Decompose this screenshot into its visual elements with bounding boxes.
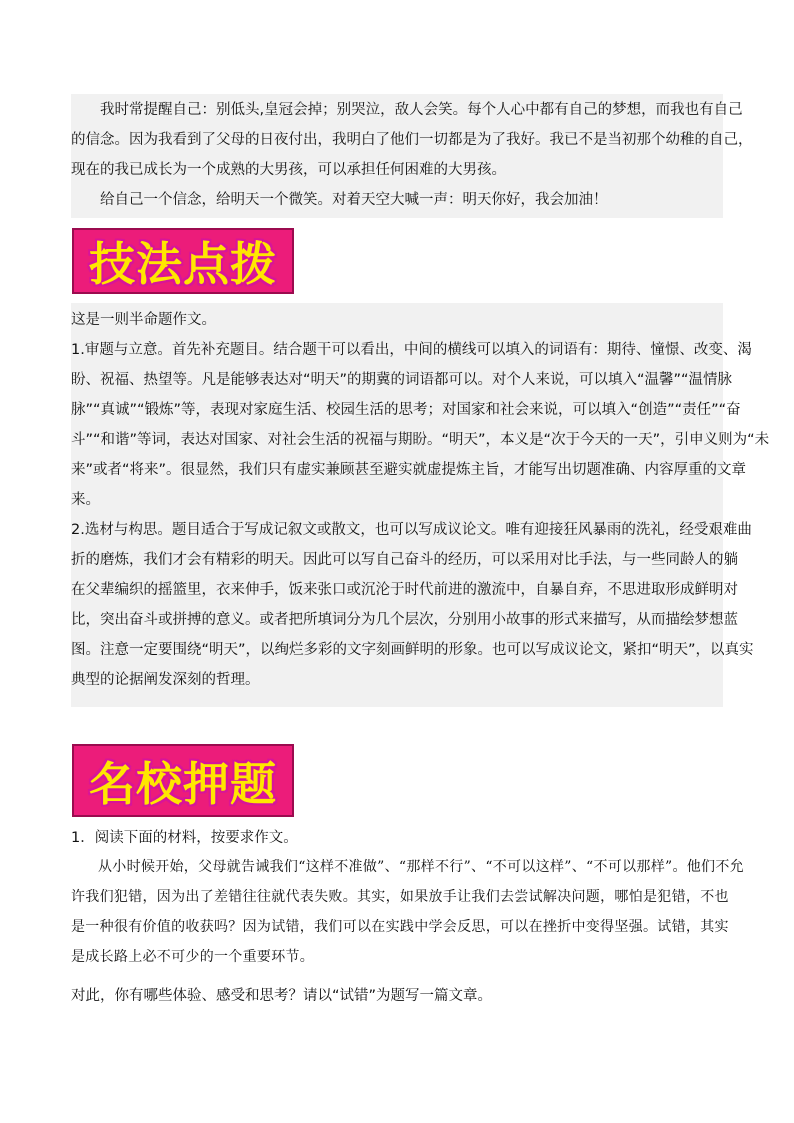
intro-line: 的信念。因为我看到了父母的日夜付出，我明白了他们一切都是为了我好。我已不是当初那个幼稚的自己， — [71, 132, 753, 148]
section-badge-skills — [72, 228, 294, 294]
intro-line: 给自己一个信念，给明天一个微笑。对着天空大喊一声：明天你好，我会加油！ — [100, 192, 608, 208]
skills-line: 盼、祝福、热望等。凡是能够表达对“明天”的期冀的词语都可以。对个人来说，可以填入“温馨”“温情脉 — [71, 372, 733, 388]
skills-line: 来。 — [71, 492, 100, 508]
intro-line: 现在的我已成长为一个成熟的大男孩，可以承担任何困难的大男孩。 — [71, 162, 506, 178]
section-badge-exam — [72, 744, 294, 817]
skills-line: 比，突出奋斗或拼搏的意义。或者把所填词分为几个层次，分别用小故事的形式来描写，从而描绘梦想蓝 — [71, 612, 738, 628]
intro-line: 我时常提醒自己：别低头,皇冠会掉；别哭泣，敌人会笑。每个人心中都有自己的梦想，而我也有自己 — [100, 102, 743, 118]
section-title-exam: 名校押题 — [89, 756, 277, 811]
material-line: 是一种很有价值的收获吗？因为试错，我们可以在实践中学会反思，可以在挫折中变得坚强。试错，其实 — [71, 919, 729, 935]
material-line: 从小时候开始，父母就告诫我们“这样不准做”、“那样不行”、“不可以这样”、“不可以那样”。他们不允 — [98, 859, 744, 875]
section-title-skills: 技法点拨 — [89, 237, 277, 291]
skills-line: 典型的论据阐发深刻的哲理。 — [71, 672, 260, 688]
skills-line: 来”或者“将来”。很显然，我们只有虚实兼顾甚至避实就虚提炼主旨，才能写出切题准确、内容厚重的文章 — [71, 462, 747, 478]
skills-line: 在父辈编织的摇篮里，衣来伸手，饭来张口或沉沦于时代前进的激流中，自暴自弃，不思进取形成鲜明对 — [71, 582, 738, 598]
skills-line: 脉”“真诚”“锻炼”等，表现对家庭生活、校园生活的思考；对国家和社会来说，可以填入“创造”“责任”“奋 — [71, 402, 741, 418]
intro-paragraph — [71, 95, 753, 215]
exam-prompt: 1．阅读下面的材料，按要求作文。 — [71, 830, 298, 846]
skills-line: 2.选材与构思。题目适合于写成记叙文或散文，也可以写成议论文。唯有迎接狂风暴雨的洗礼，经受艰难曲 — [71, 522, 752, 538]
material-line: 是成长路上必不可少的一个重要环节。 — [71, 949, 315, 965]
skills-paragraph — [71, 305, 769, 695]
exam-material — [71, 852, 744, 972]
skills-line: 斗”“和谐”等词，表达对国家、对社会生活的祝福与期盼。“明天”，本义是“次于今天的一天”，引申义则为“未 — [71, 432, 770, 448]
skills-line: 1.审题与立意。首先补充题目。结合题干可以看出，中间的横线可以填入的词语有：期待、憧憬、改变、渴 — [71, 342, 752, 358]
material-line: 许我们犯错，因为出了差错往往就代表失败。其实，如果放手让我们去尝试解决问题，哪怕是犯错，不也 — [71, 889, 729, 905]
exam-question: 对此，你有哪些体验、感受和思考？请以“试错”为题写一篇文章。 — [71, 988, 493, 1004]
skills-line: 这是一则半命题作文。 — [71, 312, 216, 328]
skills-line: 图。注意一定要围绕“明天”，以绚烂多彩的文字刻画鲜明的形象。也可以写成议论文，紧扣“明天”，以真实 — [71, 642, 754, 658]
skills-line: 折的磨炼，我们才会有精彩的明天。因此可以写自己奋斗的经历，可以采用对比手法，与一些同龄人的躺 — [71, 552, 738, 568]
